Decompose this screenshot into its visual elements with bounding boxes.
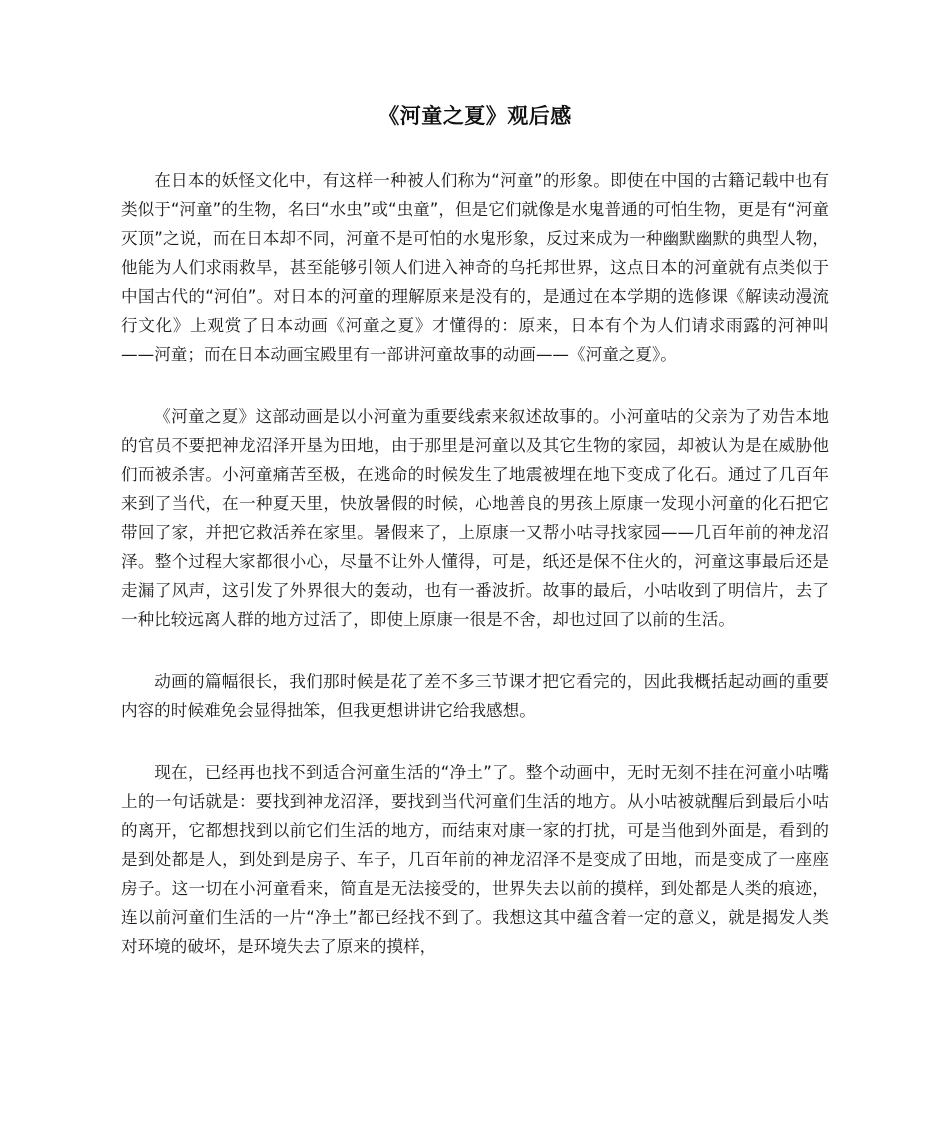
- document-page: [121, 0, 829, 961]
- paragraph-reflection: 现在，已经再也找不到适合河童生活的“净土”了。整个动画中，无时无刻不挂在河童小咕嘴上的一句话就是：要找到神龙沼泽，要找到当代河童们生活的地方。从小咕被就醒后到最后小咕的离开，它都想找到以前它们生活的地方，而结束对康一家的打扰，可是当他到外面是，看到的是到处都是人，到处到是房子、车子，几百年前的神龙沼泽不是变成了田地，而是变成了一座座房子。这一切在小河童看来，简直是无法接受的，世界失去以前的摸样，到处都是人类的痕迹，连以前河童们生活的一片“净土”都已经找不到了。我想这其中蕴含着一定的意义，就是揭发人类对环境的破坏，是环境失去了原来的摸样，: [121, 763, 829, 956]
- paragraph-transition: 动画的篇幅很长，我们那时候是花了差不多三节课才把它看完的，因此我概括起动画的重要内容的时候难免会显得拙笨，但我更想讲讲它给我感想。: [121, 672, 829, 720]
- paragraph-synopsis: 《河童之夏》这部动画是以小河童为重要线索来叙述故事的。小河童咕的父亲为了劝告本地的官员不要把神龙沼泽开垦为田地，由于那里是河童以及其它生物的家园，却被认为是在威胁他们而被杀害。小河童痛苦至极，在逃命的时候发生了地震被埋在地下变成了化石。通过了几百年来到了当代，在一种夏天里，快放暑假的时候，心地善良的男孩上原康一发现小河童的化石把它带回了家，并把它救活养在家里。暑假来了，上原康一又帮小咕寻找家园——几百年前的神龙沼泽。整个过程大家都很小心，尽量不让外人懂得，可是，纸还是保不住火的，河童这事最后还是走漏了风声，这引发了外界很大的轰动，也有一番波折。故事的最后，小咕收到了明信片，去了一种比较远离人群的地方过活了，即使上原康一很是不舍，却也过回了以前的生活。: [121, 407, 829, 629]
- paragraph-intro: 在日本的妖怪文化中，有这样一种被人们称为“河童”的形象。即使在中国的古籍记载中也有类似于“河童”的生物，名曰“水虫”或“虫童”，但是它们就像是水鬼普通的可怕生物，更是有“河童灭顶”之说，而在日本却不同，河童不是可怕的水鬼形象，反过来成为一种幽默幽默的典型人物，他能为人们求雨救旱，甚至能够引领人们进入神奇的乌托邦世界，这点日本的河童就有点类似于中国古代的“河伯”。对日本的河童的理解原来是没有的，是通过在本学期的选修课《解读动漫流行文化》上观赏了日本动画《河童之夏》才懂得的：原来，日本有个为人们请求雨露的河神叫——河童；而在日本动画宝殿里有一部讲河童故事的动画——《河童之夏》。: [121, 171, 829, 364]
- page-title: 《河童之夏》观后感: [378, 104, 572, 128]
